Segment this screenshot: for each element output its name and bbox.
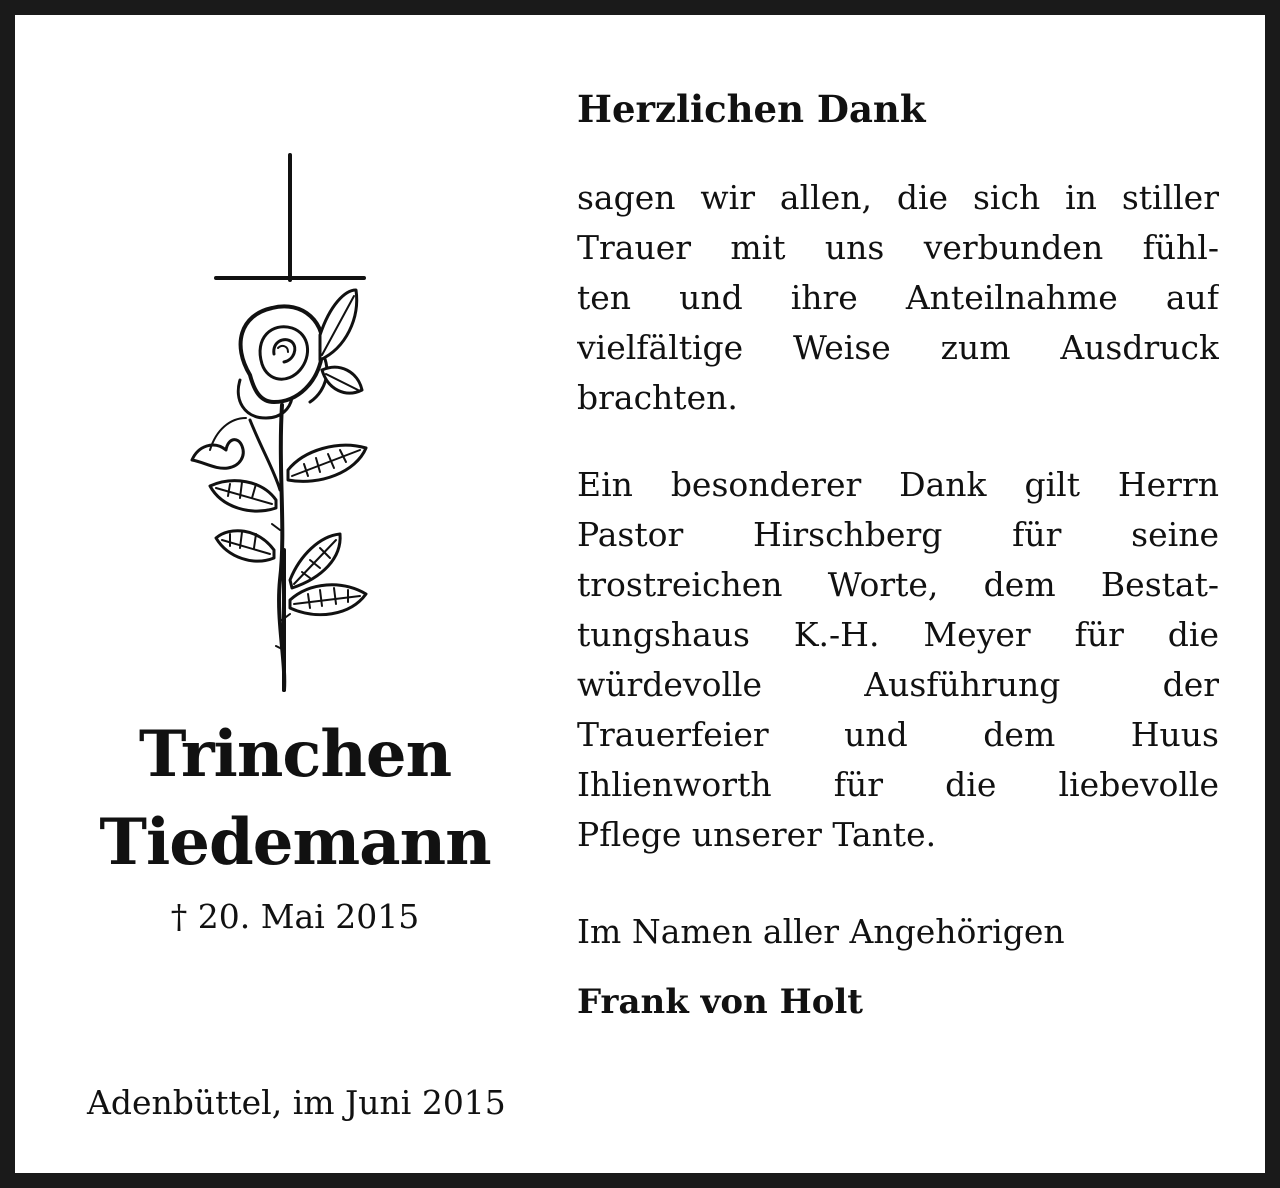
deceased-last-name: Tiedemann [99,805,491,880]
paragraph-line: tungshaus K.-H. Meyer für die [577,615,1219,654]
deceased-first-name: Trinchen [138,717,452,792]
paragraph-line: vielfältige Weise zum Ausdruck [577,328,1219,367]
paragraph-line: Ein besonderer Dank gilt Herrn [577,465,1219,504]
notice-heading: Herzlichen Dank [577,87,926,131]
paragraph-line: Pastor Hirschberg für seine [577,515,1219,554]
signature: Frank von Holt [577,982,864,1022]
paragraph-line: Pflege unserer Tante. [577,815,937,854]
paragraph-line: ten und ihre Anteilnahme auf [577,278,1219,317]
paragraph-line: würdevolle Ausführung der [577,665,1219,704]
death-date: † 20. Mai 2015 [170,897,420,936]
cross-with-rose-icon [170,150,420,695]
paragraph-line: trostreichen Worte, dem Bestat- [577,565,1219,604]
paragraph-line: sagen wir allen, die sich in stiller [577,178,1219,217]
paragraph-line: Trauer mit uns verbunden fühl- [577,228,1219,267]
thanks-paragraph-2 [577,460,1219,860]
paragraph-line: Trauerfeier und dem Huus [577,715,1219,754]
paragraph-line: brachten. [577,378,738,417]
place-and-date: Adenbüttel, im Juni 2015 [87,1083,506,1122]
closing-line: Im Namen aller Angehörigen [577,912,1065,951]
paragraph-line: Ihlienworth für die liebevolle [577,765,1219,804]
thanks-paragraph-1 [577,173,1219,423]
